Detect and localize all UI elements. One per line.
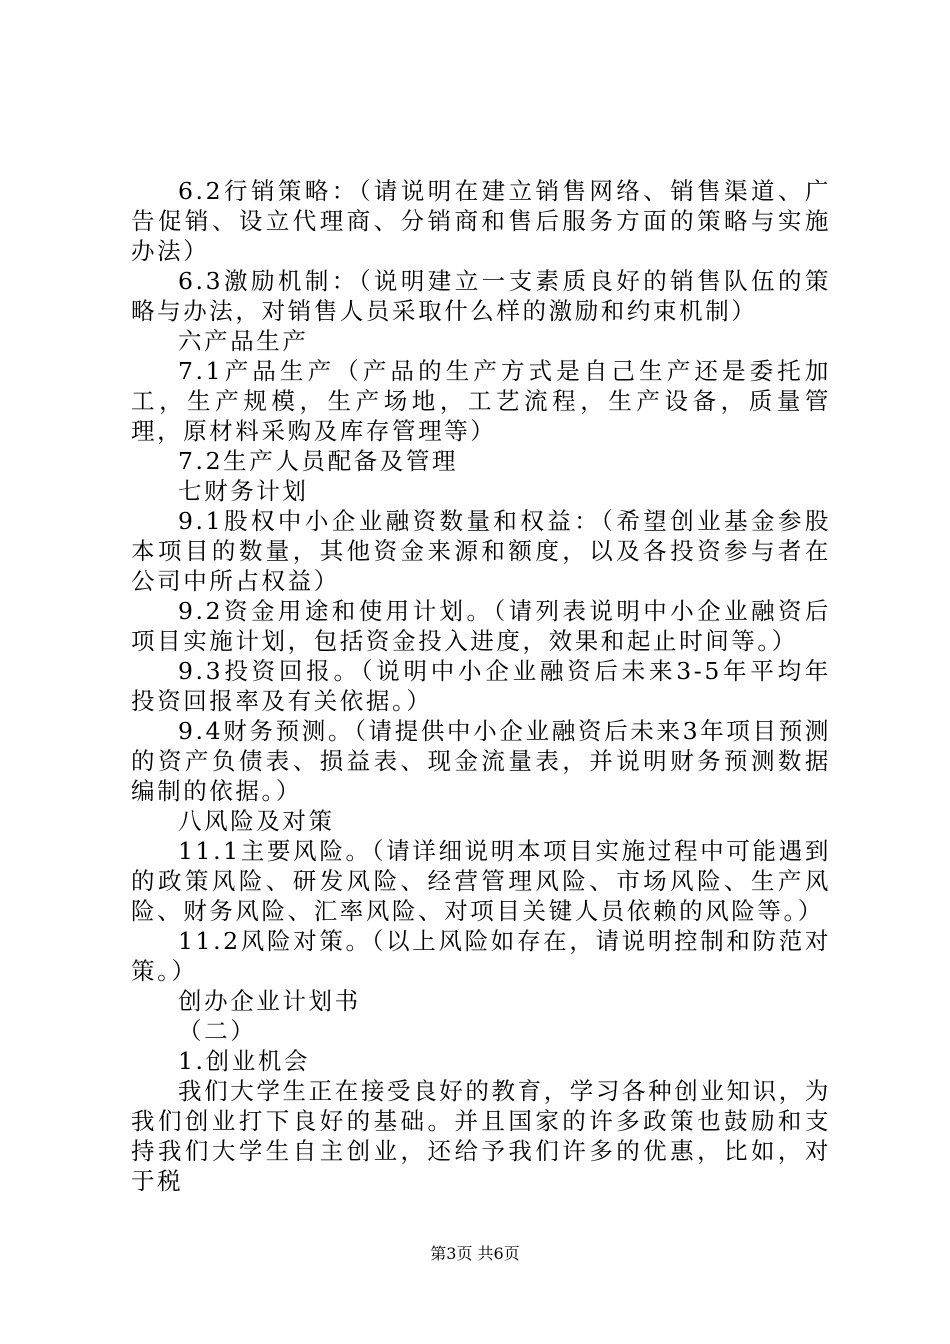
document-body: [131, 176, 831, 1196]
paragraph-6-2-marketing-strategy: 6.2行销策略：（请说明在建立销售网络、销售渠道、广告促销、设立代理商、分销商和售后服务方面的策略与实施办法）: [131, 177, 831, 265]
section-heading-opportunity: 1.创业机会: [178, 1047, 311, 1075]
section-heading-finance: 七财务计划: [178, 477, 309, 505]
section-heading-production: 六产品生产: [178, 327, 309, 355]
page-number-footer: 第3页 共6页: [430, 1244, 520, 1263]
paragraph-9-2-fund-use: 9.2资金用途和使用计划。（请列表说明中小企业融资后项目实施计划，包括资金投入进度，效果和起止时间等。）: [131, 597, 831, 655]
paragraph-11-2-countermeasures: 11.2风险对策。（以上风险如存在，请说明控制和防范对策。）: [131, 927, 831, 985]
paragraph-opportunity-body: 我们大学生正在接受良好的教育，学习各种创业知识，为我们创业打下良好的基础。并且国家的许多政策也鼓励和支持我们大学生自主创业，还给予我们许多的优惠，比如，对于税: [131, 1077, 831, 1195]
paragraph-11-1-main-risks: 11.1主要风险。（请详细说明本项目实施过程中可能遇到的政策风险、研发风险、经营管理风险、市场风险、生产风险、财务风险、汇率风险、对项目关键人员依赖的风险等。）: [131, 837, 831, 925]
paragraph-7-1-production: 7.1产品生产（产品的生产方式是自己生产还是委托加工，生产规模，生产场地，工艺流程，生产设备，质量管理，原材料采购及库存管理等）: [131, 357, 831, 445]
paragraph-9-3-return: 9.3投资回报。（说明中小企业融资后未来3-5年平均年投资回报率及有关依据。）: [131, 657, 831, 715]
part-number: （二）: [178, 1017, 257, 1045]
document-subtitle: 创办企业计划书: [178, 987, 361, 1015]
paragraph-9-1-equity: 9.1股权中小企业融资数量和权益：（希望创业基金参股本项目的数量，其他资金来源和额度，以及各投资参与者在公司中所占权益）: [131, 507, 831, 595]
section-heading-risk: 八风险及对策: [178, 807, 335, 835]
paragraph-6-3-incentive-mechanism: 6.3激励机制：（说明建立一支素质良好的销售队伍的策略与办法，对销售人员采取什么样的激励和约束机制）: [131, 267, 831, 325]
paragraph-7-2-staffing: 7.2生产人员配备及管理: [178, 447, 459, 475]
paragraph-9-4-forecast: 9.4财务预测。（请提供中小企业融资后未来3年项目预测的资产负债表、损益表、现金流量表，并说明财务预测数据编制的依据。）: [131, 717, 831, 805]
